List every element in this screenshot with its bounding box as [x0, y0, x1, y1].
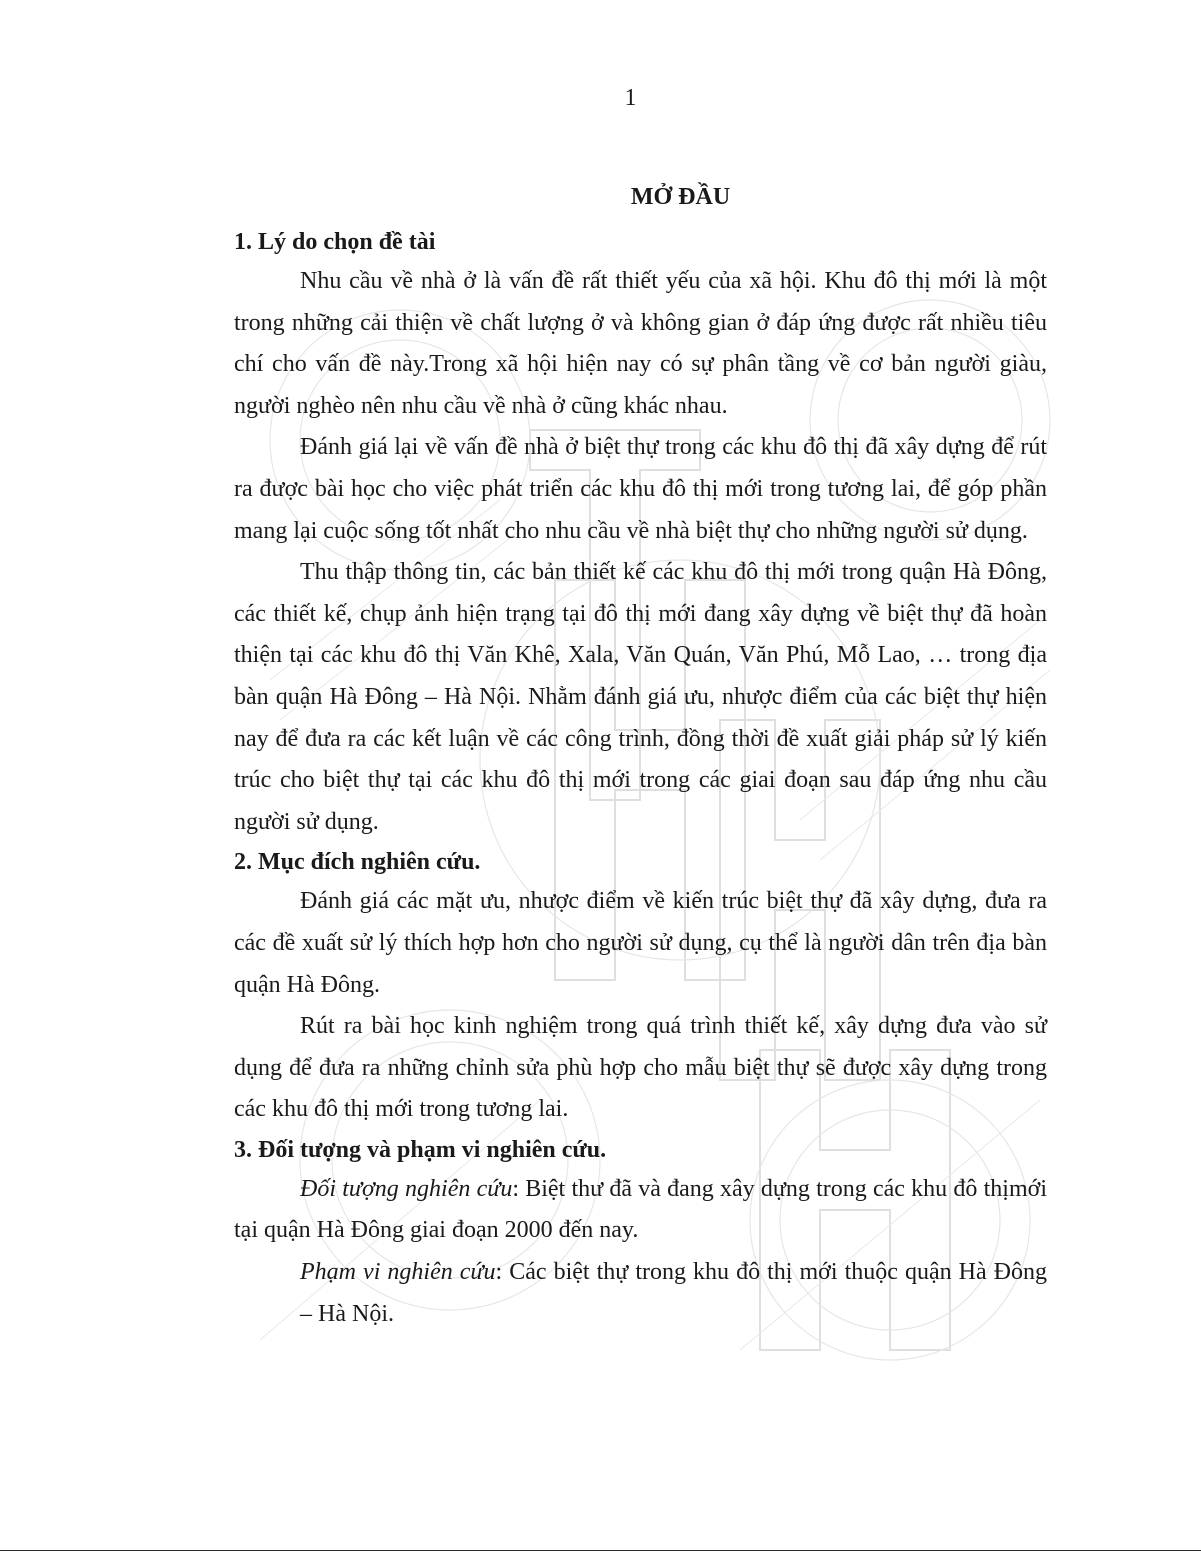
paragraph: Thu thập thông tin, các bản thiết kế các khu đô thị mới trong quận Hà Đông, các thiết kế, chụp ảnh hiện trạng tại đô thị mới đang xây dựng về biệt thự đã hoàn thiện tại các khu đô thị Văn Khê, Xala, Văn Quán, Văn Phú, Mỗ Lao, … trong địa bàn quận Hà Đông – Hà Nội. Nhằm đánh giá ưu, nhược điểm của các biệt thự hiện nay để đưa ra các kết luận về các công trình, đồng thời đề xuất giải pháp sử lý kiến trúc cho biệt thự tại các khu đô thị mới trong các giai đoạn sau đáp ứng nhu cầu người sử dụng. — [234, 559, 1047, 835]
paragraph: Nhu cầu về nhà ở là vấn đề rất thiết yếu của xã hội. Khu đô thị mới là một trong những cải thiện về chất lượng ở và không gian ở đáp ứng được rất nhiều tiêu chí cho vấn đề này.Trong xã hội hiện nay có sự phân tầng về cơ bản người giàu, người nghèo nên nhu cầu về nhà ở cũng khác nhau. — [234, 268, 1047, 419]
research-object-text: : Biệt thư đã và đang xây dựng trong các khu đô thịmới tại quận Hà Đông giai đoạn 2000 đến nay. — [234, 1175, 1048, 1244]
research-scope-label: Phạm vi nghiên cứu — [300, 1259, 496, 1286]
section-heading: 1. Lý do chọn đề tài — [234, 229, 436, 255]
research-scope-text: : Các biệt thự trong khu đô thị mới thuộc quận Hà Đông – Hà Nội. — [300, 1259, 1047, 1327]
research-object-paragraph — [234, 1169, 1047, 1252]
paragraph: Rút ra bài học kinh nghiệm trong quá trình thiết kế, xây dựng đưa vào sử dụng để đưa ra những chỉnh sửa phù hợp cho mẫu biệt thự sẽ được xây dựng trong các khu đô thị mới trong tương lai. — [234, 1013, 1047, 1123]
page-bottom-rule — [0, 1550, 1201, 1551]
document-title: MỞ ĐẦU — [630, 184, 731, 210]
research-object-label: Đối tượng nghiên cứu — [300, 1175, 513, 1202]
document-body — [234, 225, 1047, 1335]
page-number: 1 — [624, 85, 637, 111]
research-scope-paragraph — [234, 1252, 1047, 1335]
section-heading: 2. Mục đích nghiên cứu. — [234, 849, 481, 876]
paragraph: Đánh giá các mặt ưu, nhược điểm về kiến trúc biệt thự đã xây dựng, đưa ra các đề xuất sử lý thích hợp hơn cho người sử dụng, cụ thể là người dân trên địa bàn quận Hà Đông. — [234, 888, 1047, 998]
paragraph: Đánh giá lại về vấn đề nhà ở biệt thự trong các khu đô thị đã xây dựng để rút ra được bài học cho việc phát triển các khu đô thị mới trong tương lai, để góp phần mang lại cuộc sống tốt nhất cho nhu cầu về nhà biệt thự cho những người sử dụng. — [234, 434, 1047, 544]
section-scope — [234, 1131, 1047, 1335]
section-reason — [234, 223, 1047, 843]
section-heading: 3. Đối tượng và phạm vi nghiên cứu. — [234, 1136, 607, 1163]
section-purpose — [234, 843, 1047, 1131]
